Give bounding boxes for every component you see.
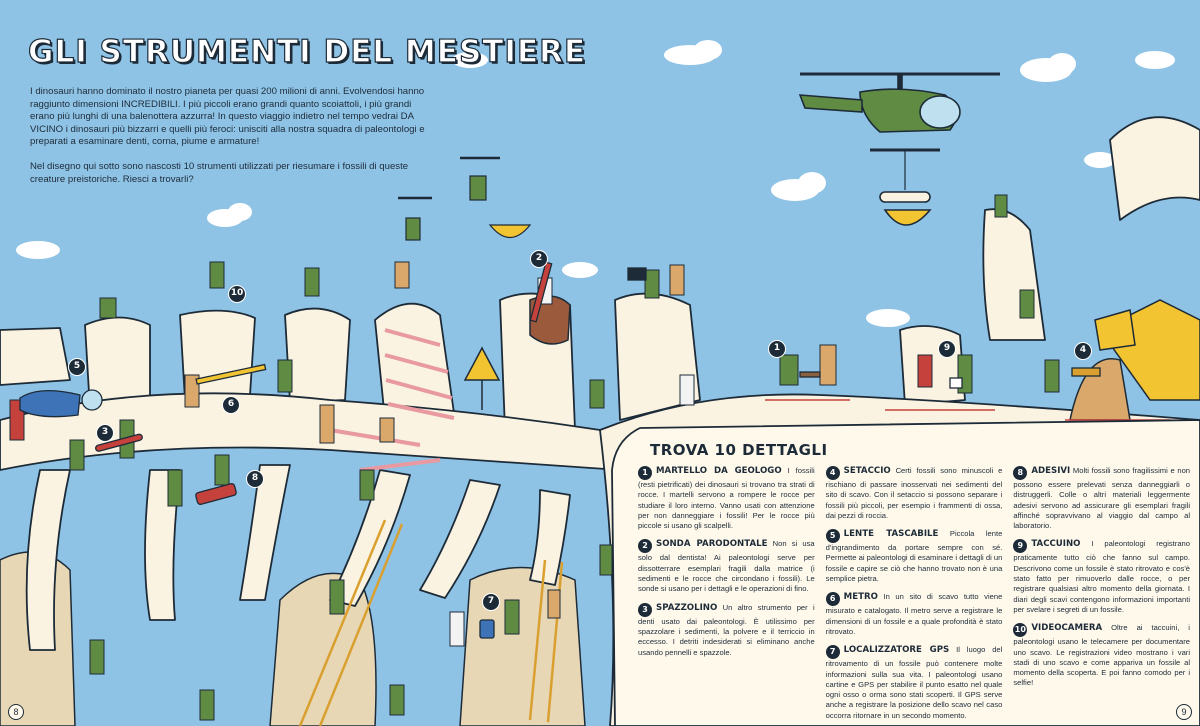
explorer — [995, 195, 1007, 217]
explorer — [645, 270, 659, 298]
cloud — [1135, 51, 1175, 69]
tool-name: SPAZZOLINO — [656, 602, 718, 613]
explorer — [395, 262, 409, 288]
tool-name: SETACCIO — [843, 466, 891, 476]
tool-description: Non si usa solo dal dentista! Ai paleontologi serve per dissotterrare esemplari fragili dalla matrice (i sedimenti e le rocce che circondano i fossili). Le sonde si usano per i dettagli e le operazioni di fino. — [638, 539, 815, 594]
glue-tube-tool — [195, 483, 237, 505]
tool-name: VIDEOCAMERA — [1031, 623, 1103, 634]
gps-tool — [480, 620, 494, 638]
marker-9[interactable]: 9 — [938, 340, 956, 358]
tool-name: LOCALIZZATORE GPS — [843, 645, 950, 656]
cloud — [16, 241, 60, 259]
cloud — [228, 203, 252, 221]
marker-4[interactable]: 4 — [1074, 342, 1092, 360]
tool-entry-martello — [638, 466, 815, 531]
sling-fossil — [885, 210, 930, 225]
tool-entry-spazzolino — [638, 603, 815, 658]
explorer — [200, 690, 214, 720]
panel-title: TROVA 10 DETTAGLI — [650, 441, 828, 459]
tool-description: Un altro strumento per i denti usato dai paleontologi. È utilissimo per spazzolare i sedimenti, la polvere e il terriccio in eccesso. I detriti indesiderati si eliminano anche usando pennelli e spazzole. — [638, 602, 815, 657]
magnifier-lens — [82, 390, 102, 410]
tool-entry-taccuino — [1013, 539, 1190, 615]
tool-name: TACCUINO — [1031, 539, 1081, 550]
explorer — [780, 355, 798, 385]
page-number-right: 9 — [1176, 704, 1192, 720]
explorer — [600, 545, 612, 575]
tool-entry-lente — [826, 529, 1003, 584]
rock — [460, 568, 585, 726]
sign-triangle — [465, 348, 499, 380]
tool-number-badge: 2 — [638, 539, 652, 553]
intro-paragraph: Nel disegno qui sotto sono nascosti 10 strumenti utilizzati per riesumare i fossili di queste creature preistoriche. Riesci a trovarli? — [30, 160, 409, 185]
rib — [240, 465, 290, 600]
cloud — [694, 40, 722, 60]
tool-entry-gps — [826, 645, 1003, 721]
marker-7[interactable]: 7 — [482, 593, 500, 611]
tool-number-badge: 5 — [826, 529, 840, 543]
excavator — [1070, 300, 1200, 420]
intro-text — [30, 86, 425, 186]
explorer — [320, 405, 334, 443]
notebook-tool — [950, 378, 962, 388]
page-number-left: 8 — [8, 704, 24, 720]
sieve-tool — [1072, 368, 1100, 376]
helicopter — [800, 74, 1000, 225]
explorer — [380, 418, 394, 442]
marker-10[interactable]: 10 — [228, 285, 246, 303]
cloud — [1048, 53, 1076, 75]
tool-number-badge: 8 — [1013, 466, 1027, 480]
marker-6[interactable]: 6 — [222, 396, 240, 414]
explorer — [90, 640, 104, 674]
cloud — [798, 172, 826, 194]
tool-entry-sonda — [638, 539, 815, 594]
page-title: GLI STRUMENTI DEL MESTIERE — [28, 34, 587, 70]
excavator-bucket — [1095, 310, 1135, 350]
tool-number-badge: 1 — [638, 466, 652, 480]
explorer — [330, 580, 344, 614]
explorer — [360, 470, 374, 500]
marker-8[interactable]: 8 — [246, 470, 264, 488]
tool-name: METRO — [843, 592, 878, 603]
tool-name: ADESIVI — [1031, 466, 1071, 476]
tool-entry-videocamera — [1013, 623, 1190, 688]
marker-2[interactable]: 2 — [530, 250, 548, 268]
camera-tool — [628, 268, 646, 280]
explorer — [590, 380, 604, 408]
explorer — [278, 360, 292, 392]
rib-upper-right — [1110, 117, 1200, 220]
tool-description: Il luogo del ritrovamento di un fossile può contenere molte informazioni sulla sua vita. I paleontologi usano cartine e GPS per stabilire il punto esatto nel quale ogni osso o orma sono stati scoperti. Il GPS serve anche a registrare la posizione dello scavo nel caso occorra ritornare in un secondo momento. — [825, 645, 1003, 720]
tool-entry-setaccio — [826, 466, 1003, 521]
tools-column — [638, 466, 815, 686]
explorer — [210, 262, 224, 288]
intro-paragraph: I dinosauri hanno dominato il nostro pianeta per quasi 200 milioni di anni. Evolvendosi hanno raggiunto dimensioni INCREDIBILI. I più piccoli erano grandi quanto scoiattoli, i più grandi erano più lunghi di una balenottera azzurra! In questo viaggio indietro nel tempo vedrai DA VICINO i dinosauri più bizzarri e quelli più feroci: unisciti alla nostra squadra di paleontologi e preparati a esaminare denti, corna, piume e armature! — [30, 86, 425, 148]
vertebra — [285, 309, 350, 402]
marker-3[interactable]: 3 — [96, 424, 114, 442]
explorer — [168, 470, 182, 506]
tool-name: MARTELLO DA GEOLOGO — [656, 466, 782, 476]
tools-column — [1013, 466, 1190, 686]
explorer — [670, 265, 684, 295]
tool-entry-metro — [826, 592, 1003, 637]
tool-description: Certi fossili sono minuscoli e rischiano di passare inosservati nei sedimenti del sito di scavo. Con il setaccio si possono separare i fossili più piccoli, per esempio i frammenti di ossa, dai pezzi di roccia. — [825, 466, 1003, 520]
explorer — [505, 600, 519, 634]
explorer — [70, 440, 84, 470]
tools-list — [638, 466, 1191, 720]
explorer — [1045, 360, 1059, 392]
rib — [530, 490, 570, 585]
explorer — [390, 685, 404, 715]
tool-number-badge: 4 — [826, 466, 840, 480]
tool-description: I fossili (resti pietrificati) dei dinosauri si trovano tra strati di rocce. I martelli servono a rompere le rocce per studiare il loro interno. Vanno usati con attenzione per non danneggiare i fossili! Per le rocce più piccole si usano gli scalpelli. — [638, 466, 815, 531]
explorer — [215, 455, 229, 485]
tool-number-badge: 7 — [826, 645, 840, 659]
cloud — [562, 262, 598, 278]
explorer — [918, 355, 932, 387]
tool-description: I paleontologi registrano praticamente tutto ciò che fanno sul campo. Descrivono come un fossile è stato ritrovato e cos'è stato fatto per rimuoverlo dalle rocce, o per registrare qualsiasi altro momento della giornata. I diari degli scavi contengono informazioni importanti per svelare i segreti di un fossile. — [1013, 539, 1191, 614]
rock-upper-right — [983, 209, 1045, 340]
tool-number-badge: 9 — [1013, 539, 1027, 553]
tool-name: SONDA PARODONTALE — [656, 539, 768, 550]
tool-description: Piccola lente d'ingrandimento da portare sempre con sé. Permette ai paleontologi di esaminare i dettagli di un fossile e capire se ciò che hanno trovato non è una semplice pietra. — [825, 529, 1003, 584]
tool-number-badge: 3 — [638, 603, 652, 617]
explorer — [548, 590, 560, 618]
tool-description: Molti fossili sono fragilissimi e non possono essere prelevati senza danneggiarli o distruggerli. Colle o altri materiali leggermente adesivi servono ad assicurare gli esemplari fragili affinché sopravvivano al viaggio dal campo al laboratorio. — [1013, 466, 1191, 531]
explorer — [1020, 290, 1034, 318]
cloud — [866, 309, 910, 327]
tool-number-badge: 6 — [826, 592, 840, 606]
tool-number-badge: 10 — [1013, 623, 1027, 637]
hammer-tool — [800, 372, 820, 377]
magnifier-tool — [20, 391, 80, 417]
tape — [360, 460, 440, 470]
explorer — [450, 612, 464, 646]
explorer — [470, 176, 486, 200]
basket — [490, 225, 530, 238]
explorer — [680, 375, 694, 405]
marker-5[interactable]: 5 — [68, 358, 86, 376]
tool-description: Oltre ai taccuini, i paleontologi usano le telecamere per documentare uno scavo. Le registrazioni video mostrano i vari stadi di uno scavo e come appariva un fossile al momento della scoperta. E poi fanno comodo per i selfie! — [1013, 623, 1191, 688]
helicopter-tail — [800, 95, 862, 112]
explorer — [100, 298, 116, 318]
fossil-bone — [880, 192, 930, 202]
tools-column — [825, 466, 1003, 720]
explorer — [406, 218, 420, 240]
warning-sign — [465, 348, 499, 410]
explorer — [305, 268, 319, 296]
background-rocks — [0, 552, 585, 726]
marker-1[interactable]: 1 — [768, 340, 786, 358]
tool-description: In un sito di scavo tutto viene misurato e catalogato. Il metro serve a registrare le dimensioni di un fossile e a quale profondità è stato ritrovato. — [825, 592, 1003, 636]
rotor-mast — [898, 74, 902, 90]
explorer — [820, 345, 836, 385]
tool-name: LENTE TASCABILE — [843, 529, 939, 540]
tool-entry-adesivi — [1013, 466, 1190, 531]
vertebra — [0, 328, 70, 385]
helicopter-cockpit — [920, 96, 960, 128]
